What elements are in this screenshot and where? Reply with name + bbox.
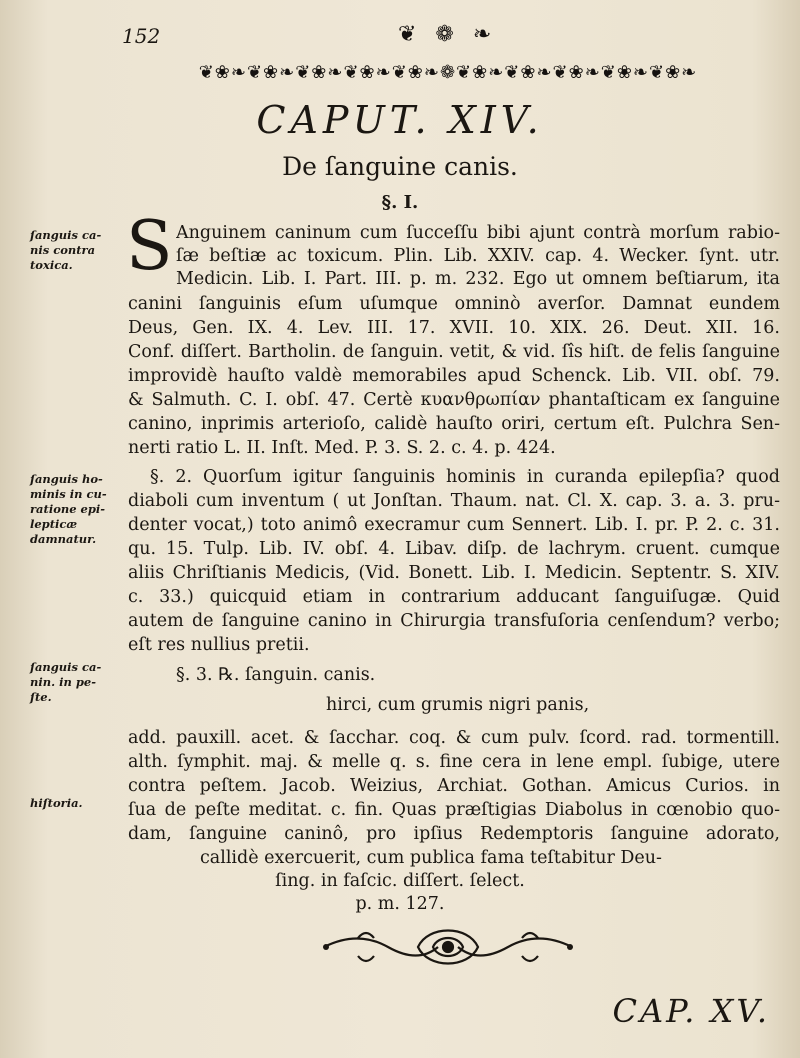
section-1-heading: §. I. bbox=[381, 192, 419, 213]
text-line: c. 33.) quicquid etiam in contrarium adducant ſanguiſugæ. Quid bbox=[128, 587, 780, 607]
text-line: Conf. diſſert. Bartholin. de ſanguin. vetit, & vid. ſîs hiſt. de felis ſanguine bbox=[128, 342, 780, 362]
text-line: denter vocat,) toto animô execramur cum Sennert. Lib. I. pr. P. 2. c. 31. bbox=[128, 515, 780, 535]
text-line: p. m. 127. bbox=[355, 894, 445, 914]
top-fleuron-ornament: ❦ ❁ ❧ bbox=[398, 22, 498, 47]
decorative-band-ornament: ❦❀❧❦❀❧❦❀❧❦❀❧❦❀❧❁❦❀❧❦❀❧❦❀❧❦❀❧❦❀❧ bbox=[198, 62, 698, 83]
text-line: & Salmuth. C. I. obſ. 47. Certè κυανθρωπίαν phantaſticam ex ſanguine bbox=[128, 390, 780, 410]
text-line: Medicin. Lib. I. Part. III. p. m. 232. Ego ut omnem beſtiarum, ita bbox=[176, 269, 780, 289]
text-line: aliis Chriſtianis Medicis, (Vid. Bonett. Lib. I. Medicin. Septentr. S. XIV. bbox=[128, 563, 780, 583]
text-line: Anguinem caninum cum ſucceſſu bibi ajunt contrà morſum rabio- bbox=[176, 223, 780, 243]
catchword: CAP. XV. bbox=[612, 992, 770, 1030]
text-line: hirci, cum grumis nigri panis, bbox=[326, 695, 590, 715]
text-line: callidè exercuerit, cum publica fama teſtabitur Deu- bbox=[200, 848, 662, 868]
chapter-subtitle: De ſanguine canis. bbox=[282, 152, 518, 181]
recipe-heading: §. 3. ℞. ſanguin. canis. bbox=[176, 665, 376, 685]
margin-note: ſanguis ca- nis contra toxica. bbox=[30, 228, 102, 272]
margin-note: ſanguis ca- nin. in pe- ſte. bbox=[30, 660, 102, 704]
text-line: ſing. in faſcic. diſſert. ſelect. bbox=[275, 871, 525, 891]
text-line: add. pauxill. acet. & ſacchar. coq. & cum pulv. ſcord. rad. tormentill. bbox=[128, 728, 780, 748]
text-line: alth. ſymphit. maj. & melle q. s. fine cera in lene empl. ſubige, utere bbox=[128, 752, 780, 772]
text-line: nerti ratio L. II. Inſt. Med. P. 3. S. 2. c. 4. p. 424. bbox=[128, 438, 556, 458]
text-line: contra peſtem. Jacob. Weizius, Archiat. Gothan. Amicus Curios. in bbox=[128, 776, 780, 796]
drop-cap: S bbox=[126, 207, 173, 286]
text-line: eſt res nullius pretii. bbox=[128, 635, 310, 655]
page-number: 152 bbox=[122, 24, 161, 48]
text-line: §. 2. Quorſum igitur ſanguinis hominis in curanda epilepſia? quod bbox=[150, 467, 780, 487]
text-line: canino, inprimis arterioſo, calidè hauſto oriri, certum eſt. Pulchra Sen- bbox=[128, 414, 780, 434]
text-line: ſua de peſte meditat. c. fin. Quas præſtigias Diabolus in cœnobio quo- bbox=[128, 800, 780, 820]
text-line: qu. 15. Tulp. Lib. IV. obſ. 4. Libav. diſp. de lachrym. cruent. cumque bbox=[128, 539, 780, 559]
text-line: Deus, Gen. IX. 4. Lev. III. 17. XVII. 10. XIX. 26. Deut. XII. 16. bbox=[128, 318, 780, 338]
text-line: autem de ſanguine canino in Chirurgia transfuſoria cenſendum? verbo; bbox=[128, 611, 780, 631]
text-line: ſæ beſtiæ ac toxicum. Plin. Lib. XXIV. cap. 4. Wecker. ſynt. utr. bbox=[176, 246, 780, 266]
margin-note: hiſtoria. bbox=[30, 796, 83, 810]
chapter-title: CAPUT. XIV. bbox=[256, 98, 544, 142]
colophon-ornament-icon bbox=[318, 920, 578, 974]
text-line: diaboli cum inventum ( ut Jonſtan. Thaum. nat. Cl. X. cap. 3. a. 3. pru- bbox=[128, 491, 780, 511]
text-line: canini ſanguinis eſum uſumque omninò averſor. Damnat eundem bbox=[128, 294, 780, 314]
margin-note: ſanguis ho- minis in cu- ratione epi- lepticæ damnatur. bbox=[30, 472, 107, 546]
text-line: dam, ſanguine caninô, pro ipſius Redemptoris ſanguine adorato, bbox=[128, 824, 780, 844]
text-line: improvidè hauſto valdè memorabiles apud Schenck. Lib. VII. obſ. 79. bbox=[128, 366, 780, 386]
